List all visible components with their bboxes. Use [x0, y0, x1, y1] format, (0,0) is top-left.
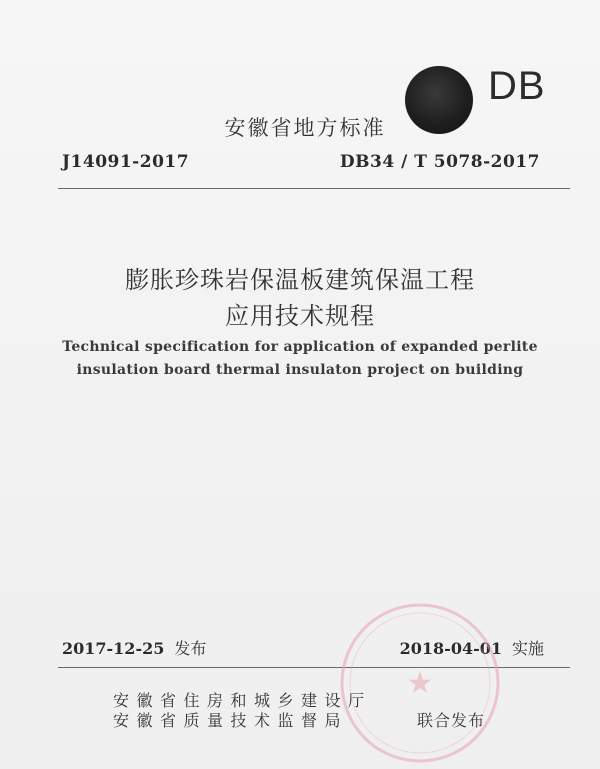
- standard-category: 安徽省地方标准: [224, 116, 386, 140]
- chinese-title-line-1: 膨胀珍珠岩保温板建筑保温工程: [125, 266, 475, 294]
- issuer-line-1: 安徽省住房和城乡建设厅: [113, 691, 372, 710]
- standard-number: DB34 / T 5078-2017: [339, 152, 540, 172]
- chinese-title-line-2: 应用技术规程: [225, 302, 375, 330]
- issue-label: 发布: [174, 639, 207, 658]
- english-title-line-1: Technical specification for application of expanded perlite: [62, 339, 538, 355]
- official-stamp-icon: [335, 598, 505, 768]
- record-number: J14091-2017: [62, 152, 190, 172]
- issuer-line-2: 安徽省质量技术监督局: [113, 711, 349, 730]
- english-title-line-2: insulation board thermal insulaton project on building: [76, 362, 524, 378]
- effective-date: 2018-04-01: [399, 639, 502, 658]
- issue-date-block: [62, 636, 206, 659]
- effective-date-block: [400, 636, 544, 659]
- footer-divider: [58, 667, 570, 668]
- db-mark: DB: [488, 64, 546, 108]
- effective-label: 实施: [511, 639, 544, 658]
- issue-date: 2017-12-25: [62, 639, 165, 658]
- svg-text:★: ★: [406, 666, 434, 701]
- header-divider: [58, 188, 570, 189]
- joint-issue-label: 联合发布: [417, 711, 486, 730]
